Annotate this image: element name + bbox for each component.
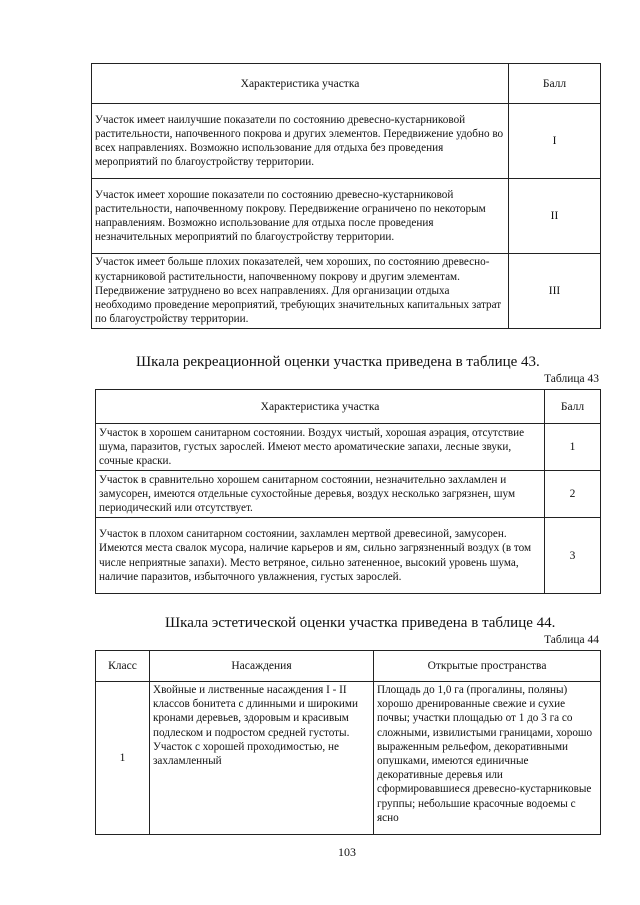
- table-44-label: Таблица 44: [544, 634, 599, 646]
- row-score: II: [509, 179, 601, 254]
- table-row: [96, 424, 601, 471]
- table-42: [91, 63, 601, 329]
- column-header-open-spaces: Открытые пространства: [374, 651, 601, 682]
- table-43-label: Таблица 43: [544, 373, 599, 385]
- column-header-score: Балл: [509, 64, 601, 104]
- row-score: III: [509, 254, 601, 329]
- table-header-row: [96, 651, 601, 682]
- column-header-plantings: Насаждения: [150, 651, 374, 682]
- column-header-score: Балл: [545, 390, 601, 424]
- table-row: [96, 682, 601, 835]
- caption-table-44: Шкала эстетической оценки участка приведена в таблице 44.: [165, 615, 556, 631]
- column-header-class: Класс: [96, 651, 150, 682]
- row-score: 2: [545, 471, 601, 518]
- row-score: 1: [545, 424, 601, 471]
- column-header-characteristic: Характеристика участка: [92, 64, 509, 104]
- table-row: [92, 254, 601, 329]
- table-row: [92, 179, 601, 254]
- row-characteristic: Участок в плохом санитарном состоянии, захламлен мертвой древесиной, замусорен. Имеются места свалок мусора, наличие карьеров и ям, сильно загрязненный воздух (в том числе неприятные запахи). Место ветряное, сильно затененное, высокий уровень шума, наличие паразитов, избыточного увлажнения, густых зарослей.: [96, 518, 545, 594]
- caption-table-43: Шкала рекреационной оценки участка приведена в таблице 43.: [136, 354, 540, 370]
- table-43: [95, 389, 601, 594]
- row-score: 3: [545, 518, 601, 594]
- row-characteristic: Участок в сравнительно хорошем санитарном состоянии, незначительно захламлен и замусорен, имеются отдельные сухостойные деревья, воздух несколько загрязнен, шум периодический или отсутствует.: [96, 471, 545, 518]
- table-44: [95, 650, 601, 835]
- table-row: [92, 104, 601, 179]
- row-open-spaces: Площадь до 1,0 га (прогалины, поляны) хорошо дренированные свежие и сухие почвы; участки площадью от 1 до 3 га со сложными, извилистыми границами, хорошо выраженным рельефом, декоративными опушками, имеются единичные декоративные деревья или сформировавшиеся древесно-кустарниковые группы; небольшие красочные водоемы с ясно: [374, 682, 601, 835]
- table-row: [96, 518, 601, 594]
- row-characteristic: Участок имеет наилучшие показатели по состоянию древесно-кустарниковой растительности, напочвенного покрова и других элементов. Передвижение удобно во всех направлениях. Возможно использование для отдыха без проведения мероприятий по благоустройству территории.: [92, 104, 509, 179]
- row-plantings: Хвойные и лиственные насаждения I - II классов бонитета с длинными и широкими кронами деревьев, здоровым и красивым подлеском и подростом средней густоты. Участок с хорошей проходимостью, не захламленный: [150, 682, 374, 835]
- row-characteristic: Участок имеет больше плохих показателей, чем хороших, по состоянию древесно-кустарниковой растительности, напочвенному покрову и другим элементам. Передвижение затруднено во всех направлениях. Для организации отдыха необходимо проведение мероприятий, требующих значительных капитальных затрат по благоустройству территории.: [92, 254, 509, 329]
- row-score: I: [509, 104, 601, 179]
- column-header-characteristic: Характеристика участка: [96, 390, 545, 424]
- table-header-row: [96, 390, 601, 424]
- row-characteristic: Участок в хорошем санитарном состоянии. Воздух чистый, хорошая аэрация, отсутствие шума, паразитов, густых зарослей. Имеют место ароматические запахи, лесные звуки, сочные краски.: [96, 424, 545, 471]
- row-characteristic: Участок имеет хорошие показатели по состоянию древесно-кустарниковой растительности, напочвенному покрову. Передвижение ограничено по некоторым направлениям. Возможно использование для отдыха после проведения незначительных мероприятий по благоустройству территории.: [92, 179, 509, 254]
- page-number: 103: [338, 845, 356, 859]
- table-header-row: [92, 64, 601, 104]
- table-row: [96, 471, 601, 518]
- row-class: 1: [96, 682, 150, 835]
